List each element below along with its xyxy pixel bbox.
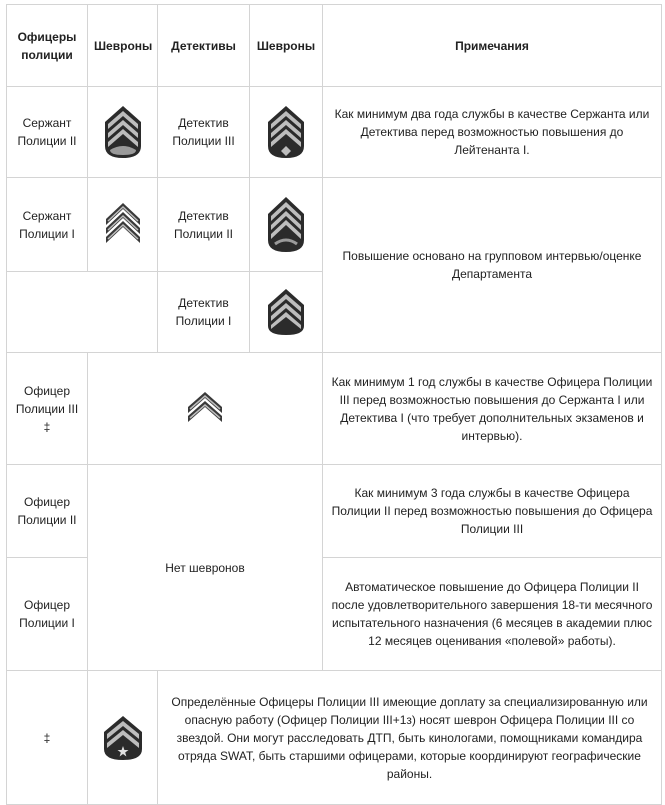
header-chevrons-2-label: Шевроны (256, 38, 316, 53)
cell-chevron-sergeant-1 (88, 178, 158, 272)
cell-note-6 (158, 671, 662, 805)
note-3: Как минимум 1 год службы в качестве Офицера Полиции III перед возможностью повышения до Сержанта I или Детектива I (что требует дополнительных экзаменов и интервью). (331, 374, 653, 443)
cell-footnote-mark (7, 671, 88, 805)
cell-officer-1 (7, 558, 88, 671)
table-row (7, 353, 662, 465)
note-5: Автоматическое повышение до Офицера Полиции II после удовлетворительного завершения 18-ти месячного испытательного назначения (6 месяцев в академии плюс 12 месяцев оценивания «полевой» работы). (331, 580, 653, 648)
footnote-mark: ‡ (43, 730, 51, 745)
table-row (7, 87, 662, 178)
header-notes-label: Примечания (455, 38, 529, 53)
detective-ii-chevron-icon (266, 194, 306, 256)
rank-sergeant-1: Сержант Полиции I (19, 208, 75, 241)
rank-detective-1: Детектив Полиции I (175, 296, 232, 328)
cell-sergeant-1 (7, 178, 88, 272)
cell-detective-1 (158, 272, 250, 353)
officer-iii-star-chevron-icon (102, 713, 144, 763)
header-chevrons-2 (250, 5, 323, 87)
header-detectives (158, 5, 250, 87)
cell-chevron-officer-3-star (88, 671, 158, 805)
rank-detective-2: Детектив Полиции II (173, 208, 234, 241)
table-row (7, 178, 662, 272)
cell-sergeant-2 (7, 87, 88, 178)
header-chevrons-1 (88, 5, 158, 87)
sergeant-i-chevron-icon (103, 197, 143, 253)
cell-note-4 (323, 465, 662, 558)
note-4: Как минимум 3 года службы в качестве Офицера Полиции II перед возможностью повышения до Офицера Полиции III (331, 486, 653, 536)
cell-officer-2 (7, 465, 88, 558)
sergeant-ii-chevron-icon (103, 102, 143, 162)
officer-iii-chevron-icon (186, 389, 224, 429)
cell-note-3 (323, 353, 662, 465)
rank-officer-2: Офицер Полиции II (17, 495, 77, 527)
note-1: Как минимум два года службы в качестве Сержанта или Детектива перед возможностью повышения до Лейтенанта I. (334, 107, 650, 157)
rank-officer-1: Офицер Полиции I (19, 598, 75, 630)
cell-chevron-detective-2 (250, 178, 323, 272)
cell-officer-3 (7, 353, 88, 465)
cell-chevron-sergeant-2 (88, 87, 158, 178)
cell-note-1 (323, 87, 662, 178)
header-officers (7, 5, 88, 87)
cell-no-chevrons (88, 465, 323, 671)
detective-i-chevron-icon (266, 286, 306, 338)
rank-officer-3: Офицер Полиции III ‡ (15, 383, 79, 434)
header-chevrons-1-label: Шевроны (94, 38, 153, 53)
no-chevrons-label: Нет шевронов (165, 560, 245, 575)
detective-iii-chevron-icon (266, 102, 306, 162)
note-2: Повышение основано на групповом интервью/оценке Департамента (342, 249, 642, 281)
rank-detective-3: Детектив Полиции III (172, 116, 235, 148)
cell-note-5 (323, 558, 662, 671)
cell-detective-3 (158, 87, 250, 178)
cell-note-2 (323, 178, 662, 353)
rank-table (6, 4, 662, 805)
cell-chevron-detective-3 (250, 87, 323, 178)
cell-detective-2 (158, 178, 250, 272)
cell-chevron-officer-3 (88, 353, 323, 465)
cell-chevron-detective-1 (250, 272, 323, 353)
header-detectives-label: Детективы (171, 38, 236, 53)
note-6: Определённые Офицеры Полиции III имеющие доплату за специализированную или опасную работу (Офицер Полиции III+1з) носят шеврон Офицера Полиции III со звездой. Они могут расследовать ДТП, быть кинологами, помощниками командира отряда SWAT, быть старшими офицерами, которые координируют географические районы. (171, 694, 648, 781)
table-row (7, 465, 662, 558)
header-notes (323, 5, 662, 87)
header-officers-label: Офицеры полиции (17, 29, 77, 62)
table-row (7, 671, 662, 805)
cell-empty (7, 272, 158, 353)
rank-sergeant-2: Сержант Полиции II (17, 116, 77, 148)
header-row (7, 5, 662, 87)
